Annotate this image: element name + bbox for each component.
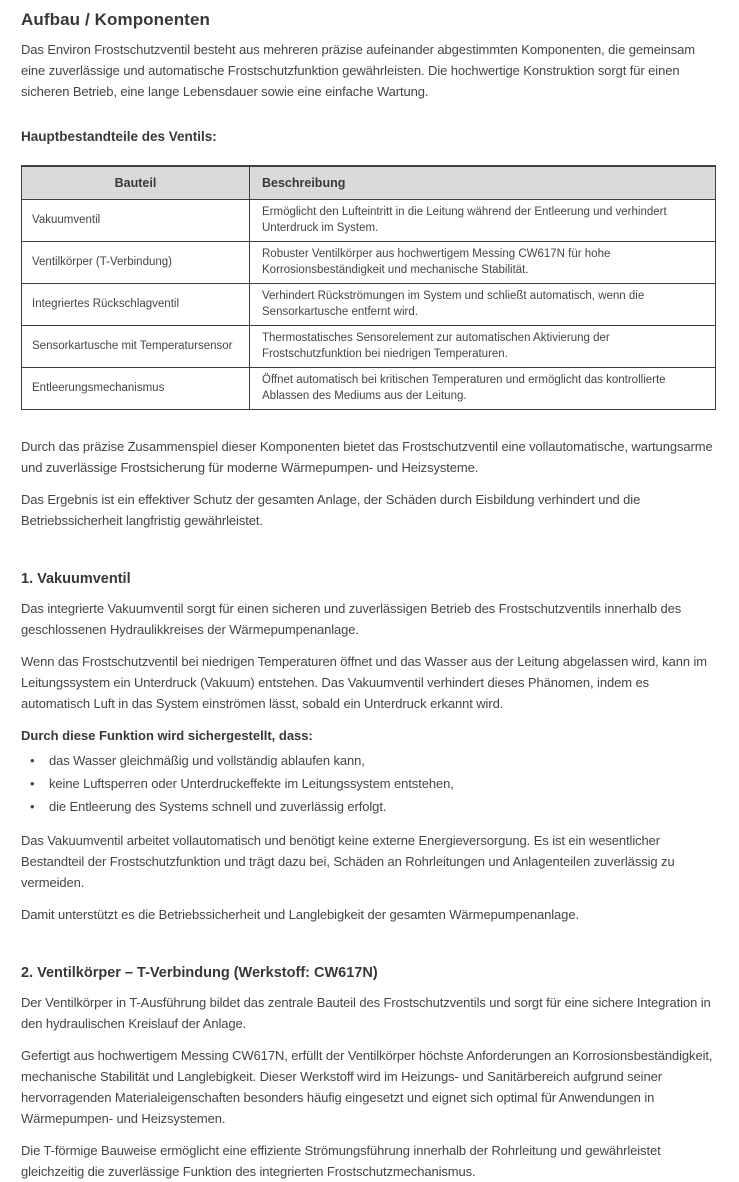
part-cell: Ventilkörper (T-Verbindung) (22, 242, 250, 284)
description-cell: Thermostatisches Sensorelement zur automatischen Aktivierung der Frostschutzfunktion bei niedrigen Temperaturen. (250, 326, 716, 368)
description-cell: Verhindert Rückströmungen im System und schließt automatisch, wenn die Sensorkartusche entfernt wird. (250, 284, 716, 326)
section-1-heading: 1. Vakuumventil (21, 571, 131, 587)
components-heading: Hauptbestandteile des Ventils: (21, 129, 217, 144)
list-item: • das Wasser gleichmäßig und vollständig ablaufen kann, (21, 749, 717, 772)
table-header-row (22, 166, 716, 200)
table-row (22, 368, 716, 410)
list-item: • keine Luftsperren oder Unterdruckeffekte im Leitungssystem entstehen, (21, 772, 717, 795)
section-1-paragraph-3: Das Vakuumventil arbeitet vollautomatisch und benötigt keine externe Energieversorgung. Es ist ein wesentlicher Bestandteil der Frostschutzfunktion und trägt dazu bei, Schäden an Rohrleitungen und Anlagenteilen zuverlässig zu vermeiden. (21, 833, 675, 890)
table-row (22, 326, 716, 368)
section-2-paragraph-3: Die T-förmige Bauweise ermöglicht eine effiziente Strömungsführung innerhalb der Rohrleitung und gewährleistet gleichzeitig die zuverlässige Funktion des integrierten Frostschutzmechanismus. (21, 1143, 661, 1179)
summary-paragraph-1: Durch das präzise Zusammenspiel dieser Komponenten bietet das Frostschutzventil eine vollautomatische, wartungsarme und zuverlässige Frostsicherung für moderne Wärmepumpen- und Heizsysteme. (21, 439, 713, 475)
section-2-paragraph-1: Der Ventilkörper in T-Ausführung bildet das zentrale Bauteil des Frostschutzventils und sorgt für eine sichere Integration in den hydraulischen Kreislauf der Anlage. (21, 995, 711, 1031)
table-row (22, 284, 716, 326)
part-cell: Vakuumventil (22, 200, 250, 242)
table-row (22, 242, 716, 284)
part-cell: Integriertes Rückschlagventil (22, 284, 250, 326)
part-cell: Sensorkartusche mit Temperatursensor (22, 326, 250, 368)
components-table (21, 165, 716, 410)
table-header-bauteil: Bauteil (22, 166, 250, 200)
table-header-beschreibung: Beschreibung (250, 166, 716, 200)
description-cell: Öffnet automatisch bei kritischen Temperaturen und ermöglicht das kontrollierte Ablassen des Mediums aus der Leitung. (250, 368, 716, 410)
section-1-list-heading: Durch diese Funktion wird sichergestellt, dass: (21, 728, 313, 743)
section-1-paragraph-1: Das integrierte Vakuumventil sorgt für einen sicheren und zuverlässigen Betrieb des Frostschutzventils innerhalb des geschlossenen Hydraulikkreises der Wärmepumpenanlage. (21, 601, 682, 637)
summary-paragraph-2: Das Ergebnis ist ein effektiver Schutz der gesamten Anlage, der Schäden durch Eisbildung verhindert und die Betriebssicherheit langfristig gewährleistet. (21, 492, 641, 528)
section-2-paragraph-2: Gefertigt aus hochwertigem Messing CW617N, erfüllt der Ventilkörper höchste Anforderungen an Korrosionsbeständigkeit, mechanische Stabilität und Langlebigkeit. Dieser Werkstoff wird im Heizungs- und Sanitärbereich aufgrund seiner hervorragenden Materialeigenschaften besonders häufig eingesetzt und eignet sich optimal für Anwendungen in Wärmepumpen- und Heizsystemen. (21, 1048, 713, 1126)
part-cell: Entleerungsmechanismus (22, 368, 250, 410)
intro-paragraph: Das Environ Frostschutzventil besteht aus mehreren präzise aufeinander abgestimmten Komponenten, die gemeinsam eine zuverlässige und automatische Frostschutzfunktion gewährleisten. Die hochwertige Konstruktion sorgt für einen sicheren Betrieb, eine lange Lebensdauer sowie eine einfache Wartung. (21, 42, 696, 99)
section-1-paragraph-4: Damit unterstützt es die Betriebssicherheit und Langlebigkeit der gesamten Wärmepumpenanlage. (21, 907, 579, 922)
section-1-paragraph-2: Wenn das Frostschutzventil bei niedrigen Temperaturen öffnet und das Wasser aus der Leitung abgelassen wird, kann im Leitungssystem ein Unterdruck (Vakuum) entstehen. Das Vakuumventil verhindert dieses Phänomen, indem es automatisch Luft in das System einströmen lässt, sobald ein Unterdruck erkannt wird. (21, 654, 707, 711)
list-item: • die Entleerung des Systems schnell und zuverlässig erfolgt. (21, 795, 717, 818)
table-row (22, 200, 716, 242)
section-2-heading: 2. Ventilkörper – T-Verbindung (Werkstoff: CW617N) (21, 965, 378, 981)
description-cell: Ermöglicht den Lufteintritt in die Leitung während der Entleerung und verhindert Unterdruck im System. (250, 200, 716, 242)
page-title: Aufbau / Komponenten (21, 10, 210, 29)
section-1-bullet-list (21, 749, 717, 818)
description-cell: Robuster Ventilkörper aus hochwertigem Messing CW617N für hohe Korrosionsbeständigkeit und mechanische Stabilität. (250, 242, 716, 284)
